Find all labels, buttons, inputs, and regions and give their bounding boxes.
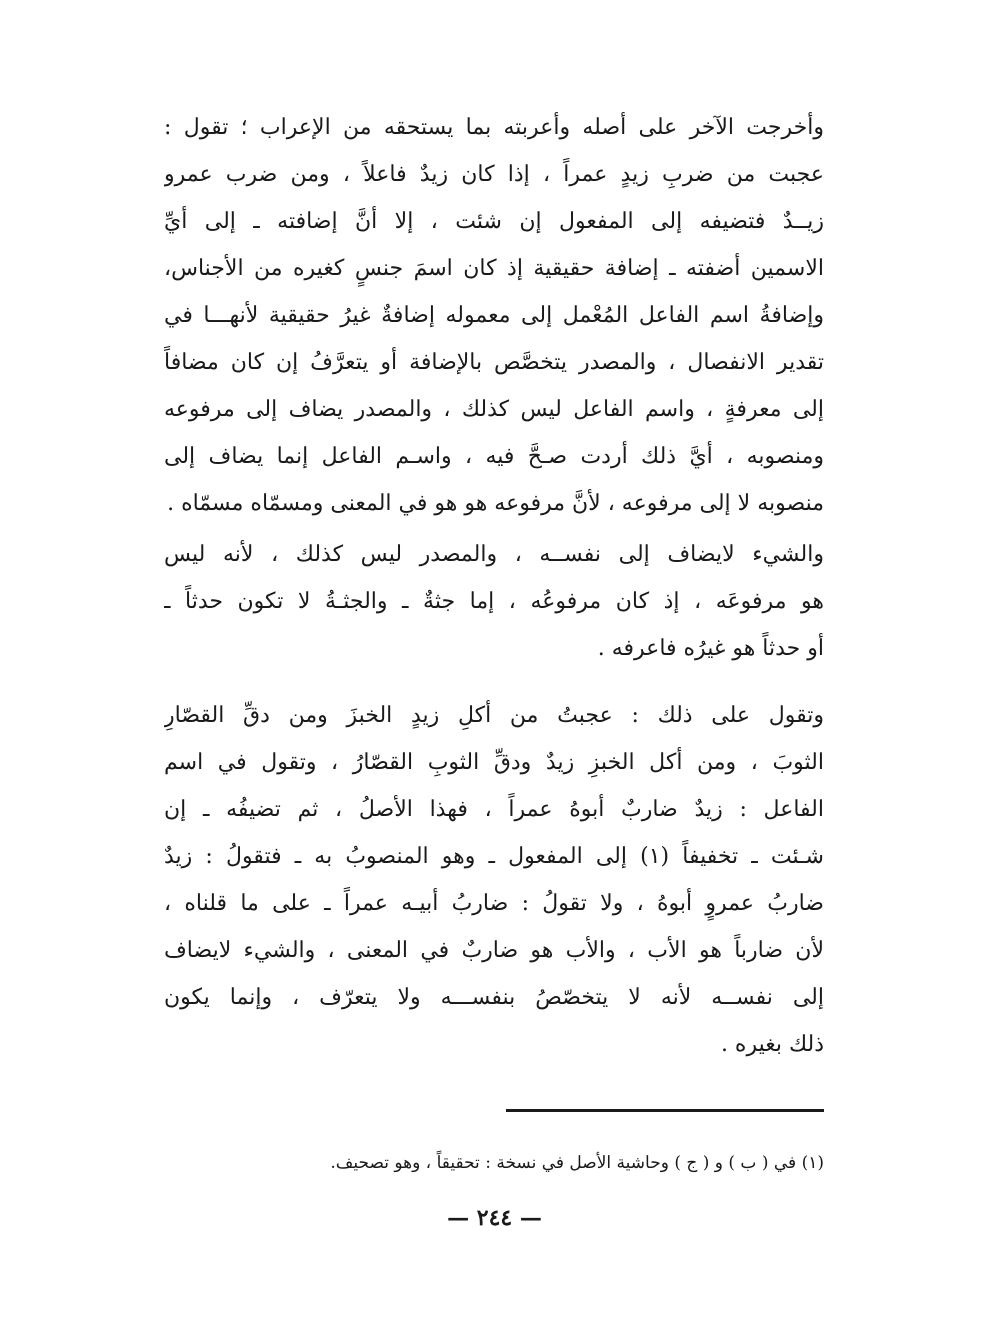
text-line: تقدير الانفصال ، والمصدر يتخصَّص بالإضافة أو يتعرَّفُ إن كان مضافاً xyxy=(164,350,824,375)
text-line: هو مرفوعَه ، إذ كان مرفوعُه ، إما جثةٌ ـ والجثـةُ لا تكون حدثاً ـ xyxy=(164,589,824,614)
text-line: الاسمين أضفته ـ إضافة حقيقية إذ كان اسمَ جنسٍ كغيره من الأجناس، xyxy=(164,256,824,281)
text-line: أو حدثاً هو غيرُه فاعرفه . xyxy=(597,636,824,661)
text-line: والشيء لايضاف إلى نفســه ، والمصدر ليس كذلك ، لأنه ليس xyxy=(164,542,824,567)
paragraph-2 xyxy=(164,531,824,672)
footnote: (١) في ( ب ) و ( ج ) وحاشية الأصل في نسخة : تحقيقاً ، وهو تصحيف. xyxy=(330,1153,824,1173)
text-line: إلى معرفةٍ ، واسم الفاعل ليس كذلك ، والمصدر يضاف إلى مرفوعه xyxy=(164,397,824,422)
text-line: ضاربُ عمروٍ أبوهُ ، ولا تقولُ : ضاربُ أبيـه عمراً ـ على ما قلناه ، xyxy=(164,891,824,916)
text-line: عجبت من ضربِ زيدٍ عمراً ، إذا كان زيدٌ فاعلاً ، ومن ضرب عمرو xyxy=(164,162,824,187)
text-line: الثوبَ ، ومن أكل الخبزِ زيدٌ ودقِّ الثوبِ القصّارُ ، وتقول في اسم xyxy=(164,750,824,775)
text-line: منصوبه لا إلى مرفوعه ، لأنَّ مرفوعه هو هو في المعنى ومسمّاه مسمّاه . xyxy=(167,491,824,516)
text-line: وتقول على ذلك : عجبتُ من أكلِ زيدٍ الخبزَ ومن دقِّ القصّارِ xyxy=(164,703,824,728)
paragraph-3 xyxy=(164,692,824,1068)
text-line: لأن ضارباً هو الأب ، والأب هو ضاربٌ في المعنى ، والشيء لايضاف xyxy=(164,938,824,963)
text-line: ذلك بغيره . xyxy=(720,1032,824,1057)
text-line: الفاعل : زيدٌ ضاربٌ أبوهُ عمراً ، فهذا الأصلُ ، ثم تضيفُه ـ إن xyxy=(164,797,824,822)
text-line: زيــدٌ فتضيفه إلى المفعول إن شئت ، إلا أنَّ إضافته ـ إلى أيِّ xyxy=(164,209,824,234)
paragraph-1 xyxy=(164,104,824,527)
text-line: وأخرجت الآخر على أصله وأعربته بما يستحقه من الإعراب ؛ تقول : xyxy=(164,115,824,140)
page-number: — ٢٤٤ — xyxy=(447,1205,542,1231)
text-line: وإضافةُ اسم الفاعل المُعْمل إلى معموله إضافةٌ غيرُ حقيقية لأنهـــا في xyxy=(164,303,824,328)
footnote-separator xyxy=(506,1109,824,1112)
text-line: ومنصوبه ، أيَّ ذلك أردت صـحَّ فيه ، واسـم الفاعل إنما يضاف إلى xyxy=(164,444,824,469)
text-line: إلى نفســه لأنه لا يتخصّصُ بنفســـه ولا يتعرّف ، وإنما يكون xyxy=(164,985,824,1010)
text-line: شـئت ـ تخفيفاً (١) إلى المفعول ـ وهو المنصوبُ به ـ فتقولُ : زيدٌ xyxy=(164,844,824,869)
